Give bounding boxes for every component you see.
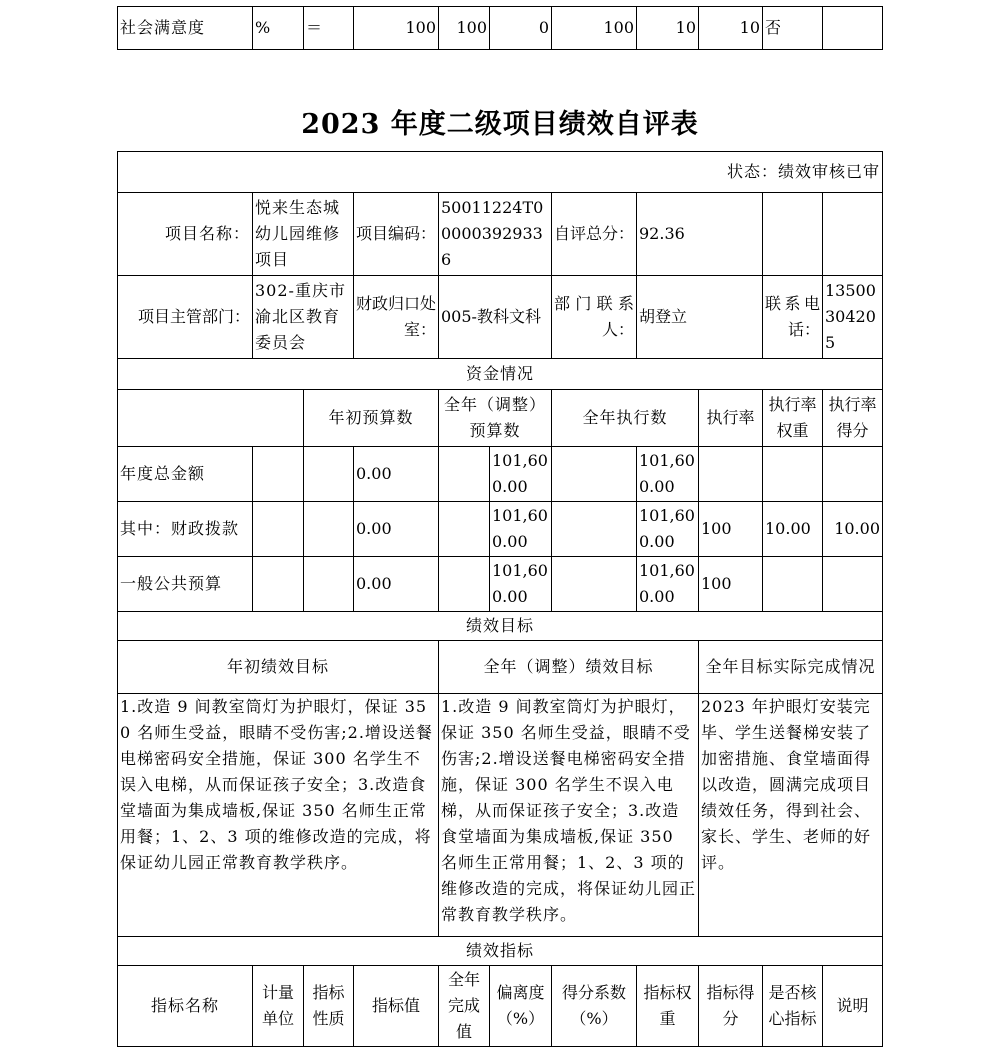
prev-deviation: 0 [490, 7, 552, 50]
indicator-header-unit: 计量单位 [253, 966, 304, 1047]
prev-nature: ＝ [304, 7, 354, 50]
indicator-header-name: 指标名称 [118, 966, 253, 1047]
prev-core-flag: 否 [763, 7, 823, 50]
goals-adjusted-text: 1.改造 9 间教室筒灯为护眼灯，保证 350 名师生受益，眼睛不受伤害;2.增设送餐电梯密码安全措施，保证 300 名学生不误入电梯，从而保证孩子安全；3.改造食堂墙面为集成墙板,保证 350 名师生正常用餐；1、2、3 项的维修改造的完成，将保证幼儿园正常教育教学秩序。 [439, 694, 699, 937]
funds-row [118, 447, 883, 502]
funds-row [118, 502, 883, 557]
funds-header-executed: 全年执行数 [552, 390, 699, 447]
project-info-row [118, 193, 883, 276]
empty-cell [552, 502, 637, 557]
funds-initial-value: 0.00 [354, 447, 439, 502]
goals-header-row [118, 641, 883, 694]
goals-initial-text: 1.改造 9 间教室筒灯为护眼灯，保证 350 名师生受益，眼睛不受伤害;2.增设送餐电梯密码安全措施，保证 300 名学生不误入电梯，从而保证孩子安全；3.改造食堂墙面为集成墙板,保证 350 名师生正常用餐；1、2、3 项的维修改造的完成，将保证幼儿园正常教育教学秩序。 [118, 694, 439, 937]
funds-row-label: 其中：财政拨款 [118, 502, 253, 557]
goals-header-adjusted: 全年（调整）绩效目标 [439, 641, 699, 694]
project-code-label: 项目编码： [354, 193, 439, 276]
funds-initial-value: 0.00 [354, 557, 439, 612]
finance-office-value: 005-教科文科 [439, 276, 552, 359]
funds-executed-value: 101,600.00 [637, 502, 699, 557]
funds-executed-value: 101,600.00 [637, 447, 699, 502]
empty-cell [253, 447, 304, 502]
funds-score-value [823, 447, 883, 502]
funds-row-label: 年度总金额 [118, 447, 253, 502]
empty-cell [304, 447, 354, 502]
funds-score-value: 10.00 [823, 502, 883, 557]
indicator-header-core: 是否核心指标 [763, 966, 823, 1047]
department-label: 项目主管部门： [118, 276, 253, 359]
indicators-section-title: 绩效指标 [118, 937, 883, 966]
empty-cell [253, 557, 304, 612]
empty-cell [118, 390, 304, 447]
funds-header-score: 执行率得分 [823, 390, 883, 447]
prev-indicator-name: 社会满意度 [118, 7, 253, 50]
previous-table [117, 6, 883, 50]
project-name-label: 项目名称： [118, 193, 253, 276]
previous-row [118, 7, 883, 50]
funds-row-label: 一般公共预算 [118, 557, 253, 612]
funds-adjusted-value: 101,600.00 [490, 502, 552, 557]
funds-section-title: 资金情况 [118, 359, 883, 390]
indicator-header-coefficient: 得分系数（%） [552, 966, 637, 1047]
goals-header-actual: 全年目标实际完成情况 [699, 641, 883, 694]
project-name-value: 悦来生态城幼儿园维修项目 [253, 193, 354, 276]
prev-unit: % [253, 7, 304, 50]
funds-weight-value [763, 447, 823, 502]
indicator-header-note: 说明 [823, 966, 883, 1047]
indicator-header-target: 指标值 [354, 966, 439, 1047]
evaluation-table [117, 151, 883, 1047]
goals-content-row [118, 694, 883, 937]
funds-header-rate: 执行率 [699, 390, 763, 447]
phone-label: 联系电话： [763, 276, 823, 359]
empty-cell [823, 193, 883, 276]
prev-target-value: 100 [354, 7, 439, 50]
funds-header-initial: 年初预算数 [304, 390, 439, 447]
contact-label: 部门联系人： [552, 276, 637, 359]
goals-section-title: 绩效目标 [118, 612, 883, 641]
department-row [118, 276, 883, 359]
indicator-header-nature: 指标性质 [304, 966, 354, 1047]
funds-rate-value: 100 [699, 557, 763, 612]
status-text: 状态：绩效审核已审 [118, 152, 883, 193]
self-score-value: 92.36 [637, 193, 763, 276]
goals-actual-text: 2023 年护眼灯安装完毕、学生送餐梯安装了加密措施、食堂墙面得以改造，圆满完成项目绩效任务，得到社会、家长、学生、老师的好评。 [699, 694, 883, 937]
funds-executed-value: 101,600.00 [637, 557, 699, 612]
department-value: 302-重庆市渝北区教育委员会 [253, 276, 354, 359]
indicator-header-weight: 指标权重 [637, 966, 699, 1047]
indicators-header-row [118, 966, 883, 1047]
prev-completed-value: 100 [439, 7, 490, 50]
funds-row [118, 557, 883, 612]
empty-cell [439, 447, 490, 502]
indicator-header-deviation: 偏离度（%） [490, 966, 552, 1047]
phone-value: 13500304205 [823, 276, 883, 359]
funds-header-row [118, 390, 883, 447]
finance-office-label: 财政归口处室： [354, 276, 439, 359]
prev-score: 10 [699, 7, 763, 50]
empty-cell [253, 502, 304, 557]
page-title: 2023 年度二级项目绩效自评表 [301, 109, 699, 140]
funds-header-adjusted: 全年（调整）预算数 [439, 390, 552, 447]
empty-cell [552, 557, 637, 612]
indicator-header-completed: 全年完成值 [439, 966, 490, 1047]
indicator-header-score: 指标得分 [699, 966, 763, 1047]
goals-header-initial: 年初绩效目标 [118, 641, 439, 694]
empty-cell [763, 193, 823, 276]
empty-cell [304, 557, 354, 612]
funds-weight-value: 10.00 [763, 502, 823, 557]
contact-value: 胡登立 [637, 276, 763, 359]
funds-adjusted-value: 101,600.00 [490, 447, 552, 502]
funds-adjusted-value: 101,600.00 [490, 557, 552, 612]
empty-cell [304, 502, 354, 557]
funds-score-value [823, 557, 883, 612]
project-code-value: 50011224T000003929336 [439, 193, 552, 276]
funds-header-weight: 执行率权重 [763, 390, 823, 447]
empty-cell [552, 447, 637, 502]
prev-score-coefficient: 100 [552, 7, 637, 50]
funds-initial-value: 0.00 [354, 502, 439, 557]
empty-cell [439, 557, 490, 612]
funds-rate-value: 100 [699, 502, 763, 557]
self-score-label: 自评总分： [552, 193, 637, 276]
funds-weight-value [763, 557, 823, 612]
funds-rate-value [699, 447, 763, 502]
empty-cell [439, 502, 490, 557]
prev-weight: 10 [637, 7, 699, 50]
prev-note [823, 7, 883, 50]
